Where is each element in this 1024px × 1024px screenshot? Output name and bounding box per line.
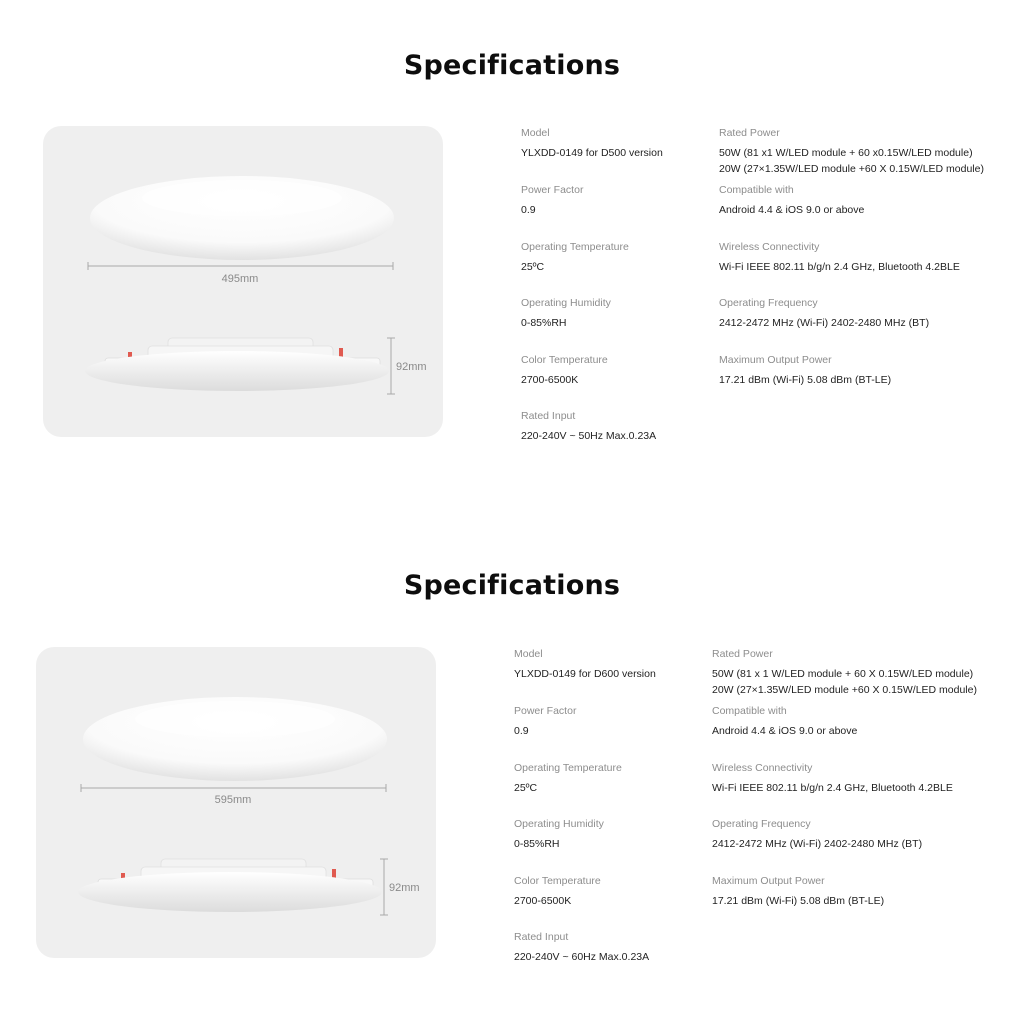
spec-maximum-output-power (712, 875, 884, 909)
spec-label: Wireless Connectivity (719, 241, 820, 253)
spec-label: Operating Frequency (719, 297, 818, 309)
spec-value: 2412-2472 MHz (Wi-Fi) 2402-2480 MHz (BT) (719, 317, 930, 329)
spec-label: Compatible with (712, 705, 787, 717)
spec-operating-humidity (514, 818, 604, 852)
spec-operating-frequency (719, 297, 929, 331)
spec-value: 2412-2472 MHz (Wi-Fi) 2402-2480 MHz (BT) (712, 838, 923, 850)
spec-rated-input (521, 410, 656, 444)
product-image-card (36, 647, 436, 958)
spec-power-factor (521, 184, 583, 218)
spec-value: 0-85%RH (521, 317, 567, 329)
spec-value: Wi-Fi IEEE 802.11 b/g/n 2.4 GHz, Bluetooth 4.2BLE (719, 261, 960, 273)
spec-value: 2700-6500K (514, 895, 572, 907)
section-title: Specifications (403, 570, 621, 601)
spec-section-d600 (0, 512, 1024, 1024)
spec-value: 20W (27×1.35W/LED module +60 X 0.15W/LED module) (719, 163, 984, 175)
spec-rated-input (514, 931, 649, 965)
ceiling-light-illustration (43, 126, 443, 437)
spec-label: Power Factor (514, 705, 577, 717)
spec-label: Model (514, 648, 543, 660)
spec-operating-frequency (712, 818, 922, 852)
spec-label: Operating Frequency (712, 818, 811, 830)
spec-color-temperature (514, 875, 601, 909)
width-dimension-label: 495mm (221, 273, 259, 285)
spec-compatible-with (719, 184, 864, 218)
spec-operating-temperature (521, 241, 629, 275)
spec-maximum-output-power (719, 354, 891, 388)
spec-color-temperature (521, 354, 608, 388)
spec-label: Wireless Connectivity (712, 762, 813, 774)
spec-rated-power (712, 648, 977, 698)
spec-value: 0.9 (514, 725, 529, 737)
spec-compatible-with (712, 705, 857, 739)
spec-operating-humidity (521, 297, 611, 331)
spec-value: 220-240V ~ 60Hz Max.0.23A (514, 951, 650, 963)
spec-label: Power Factor (521, 184, 584, 196)
lamp-side-view (85, 351, 389, 391)
spec-label: Operating Temperature (521, 241, 629, 253)
spec-label: Rated Input (514, 931, 569, 943)
ceiling-light-illustration (36, 647, 436, 958)
spec-label: Rated Power (719, 127, 780, 139)
spec-rated-power (719, 127, 984, 177)
spec-value: 25ºC (521, 261, 545, 273)
spec-operating-temperature (514, 762, 622, 796)
product-image-card (43, 126, 443, 437)
spec-value: Android 4.4 & iOS 9.0 or above (719, 204, 865, 216)
spec-value: Wi-Fi IEEE 802.11 b/g/n 2.4 GHz, Bluetooth 4.2BLE (712, 782, 953, 794)
spec-value: 50W (81 x 1 W/LED module + 60 X 0.15W/LED module) (712, 668, 974, 680)
spec-label: Model (521, 127, 550, 139)
height-dimension-label: 92mm (396, 361, 427, 373)
spec-value: 2700-6500K (521, 374, 579, 386)
spec-value: 25ºC (514, 782, 538, 794)
spec-label: Maximum Output Power (712, 875, 825, 887)
spec-label: Compatible with (719, 184, 794, 196)
spec-label: Rated Input (521, 410, 576, 422)
spec-model (521, 127, 663, 161)
spec-value: 17.21 dBm (Wi-Fi) 5.08 dBm (BT-LE) (712, 895, 885, 907)
spec-value: 50W (81 x1 W/LED module + 60 x0.15W/LED module) (719, 147, 973, 159)
spec-label: Rated Power (712, 648, 773, 660)
spec-value: 0-85%RH (514, 838, 560, 850)
spec-label: Color Temperature (514, 875, 601, 887)
spec-power-factor (514, 705, 576, 739)
spec-label: Color Temperature (521, 354, 608, 366)
spec-value: 0.9 (521, 204, 536, 216)
spec-label: Operating Temperature (514, 762, 622, 774)
spec-label: Operating Humidity (514, 818, 604, 830)
spec-value: Android 4.4 & iOS 9.0 or above (712, 725, 858, 737)
lamp-side-view (78, 872, 382, 912)
spec-value: 220-240V ~ 50Hz Max.0.23A (521, 430, 657, 442)
spec-value: YLXDD-0149 for D600 version (514, 668, 656, 680)
spec-wireless-connectivity (719, 241, 960, 275)
spec-label: Maximum Output Power (719, 354, 832, 366)
spec-label: Operating Humidity (521, 297, 611, 309)
spec-wireless-connectivity (712, 762, 953, 796)
spec-model (514, 648, 656, 682)
width-dimension-label: 595mm (214, 794, 252, 806)
spec-value: 17.21 dBm (Wi-Fi) 5.08 dBm (BT-LE) (719, 374, 892, 386)
section-title: Specifications (403, 50, 621, 81)
spec-value: 20W (27×1.35W/LED module +60 X 0.15W/LED module) (712, 684, 977, 696)
height-dimension-label: 92mm (389, 882, 420, 894)
spec-value: YLXDD-0149 for D500 version (521, 147, 663, 159)
